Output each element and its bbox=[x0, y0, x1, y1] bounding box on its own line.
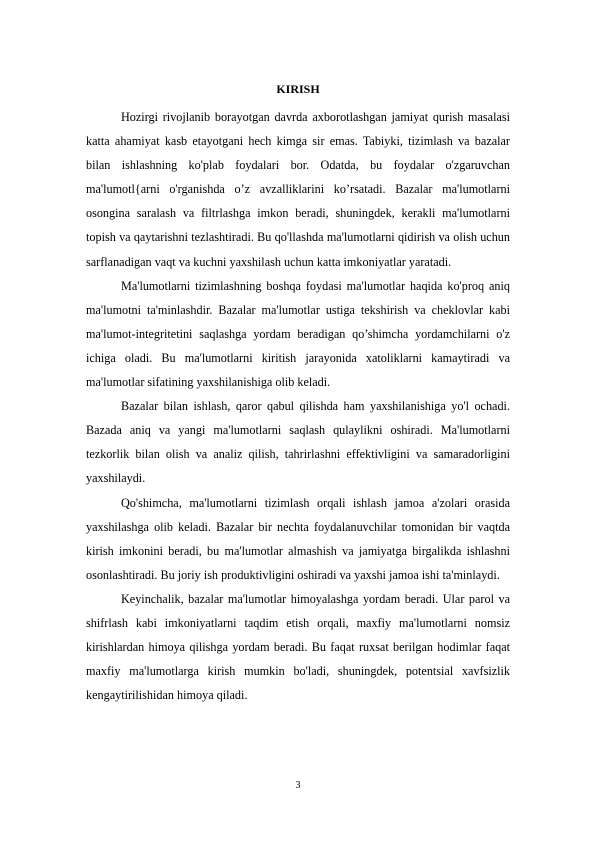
paragraph-1: Hozirgi rivojlanib borayotgan davrda axborotlashgan jamiyat qurish masalasi katta ahamiyat kasb etayotgani hech kimga sir emas. Tabiyki, tizimlash va bazalar bilan ishlashning ko'plab foydalari bor. Odatda, bu foydalar o'zgaruvchan ma'lumotl{arni o'rganishda o’z avzalliklarini ko’rsatadi. Bazalar ma'lumotlarni osongina saralash va filtrlashga imkon beradi, shuningdek, kerakli ma'lumotlarni topish va qaytarishni tezlashtiradi. Bu qo'llashda ma'lumotlarni qidirish va olish uchun sarflanadigan vaqt va kuchni yaxshilash uchun katta imkoniyatlar yaratadi. bbox=[86, 110, 510, 269]
page-title: KIRISH bbox=[276, 82, 320, 96]
paragraph-4: Qo'shimcha, ma'lumotlarni tizimlash orqali ishlash jamoa a'zolari orasida yaxshilashga olib keladi. Bazalar bir nechta foydalanuvchilar tomonidan bir vaqtda kirish imkonini beradi, bu ma'lumotlar almashish va jamiyatga birgalikda ishlashni osonlashtiradi. Bu joriy ish produktivligini oshiradi va yaxshi jamoa ishi ta'minlaydi. bbox=[86, 495, 510, 582]
body-text bbox=[86, 105, 510, 707]
paragraph-5: Keyinchalik, bazalar ma'lumotlar himoyalashga yordam beradi. Ular parol va shifrlash kabi imkoniyatlarni taqdim etish orqali, maxfiy ma'lumotlarni nomsiz kirishlardan himoya qilishga yordam beradi. Bu faqat ruxsat berilgan hodimlar faqat maxfiy ma'lumotlarga kirish mumkin bo'ladi, shuningdek, potentsial xavfsizlik kengaytirilishidan himoya qiladi. bbox=[86, 591, 510, 703]
page-number: 3 bbox=[295, 780, 301, 791]
paragraph-2: Ma'lumotlarni tizimlashning boshqa foydasi ma'lumotlar haqida ko'proq aniq ma'lumotni ta'minlashdir. Bazalar ma'lumotlar ustiga tekshirish va cheklovlar kabi ma'lumot-integritetini saqlashga yordam beradigan qo’shimcha yordamchilarni o'z ichiga oladi. Bu ma'lumotlarni kiritish jarayonida xatoliklarni kamaytiradi va ma'lumotlar sifatining yaxshilanishiga olib keladi. bbox=[86, 278, 510, 390]
paragraph-3: Bazalar bilan ishlash, qaror qabul qilishda ham yaxshilanishiga yo'l ochadi. Bazada aniq va yangi ma'lumotlarni saqlash qulaylikni oshiradi. Ma'lumotlarni tezkorlik bilan olish va analiz qilish, tahrirlashni effektivligini va samaradorligini yaxshilaydi. bbox=[86, 399, 510, 486]
